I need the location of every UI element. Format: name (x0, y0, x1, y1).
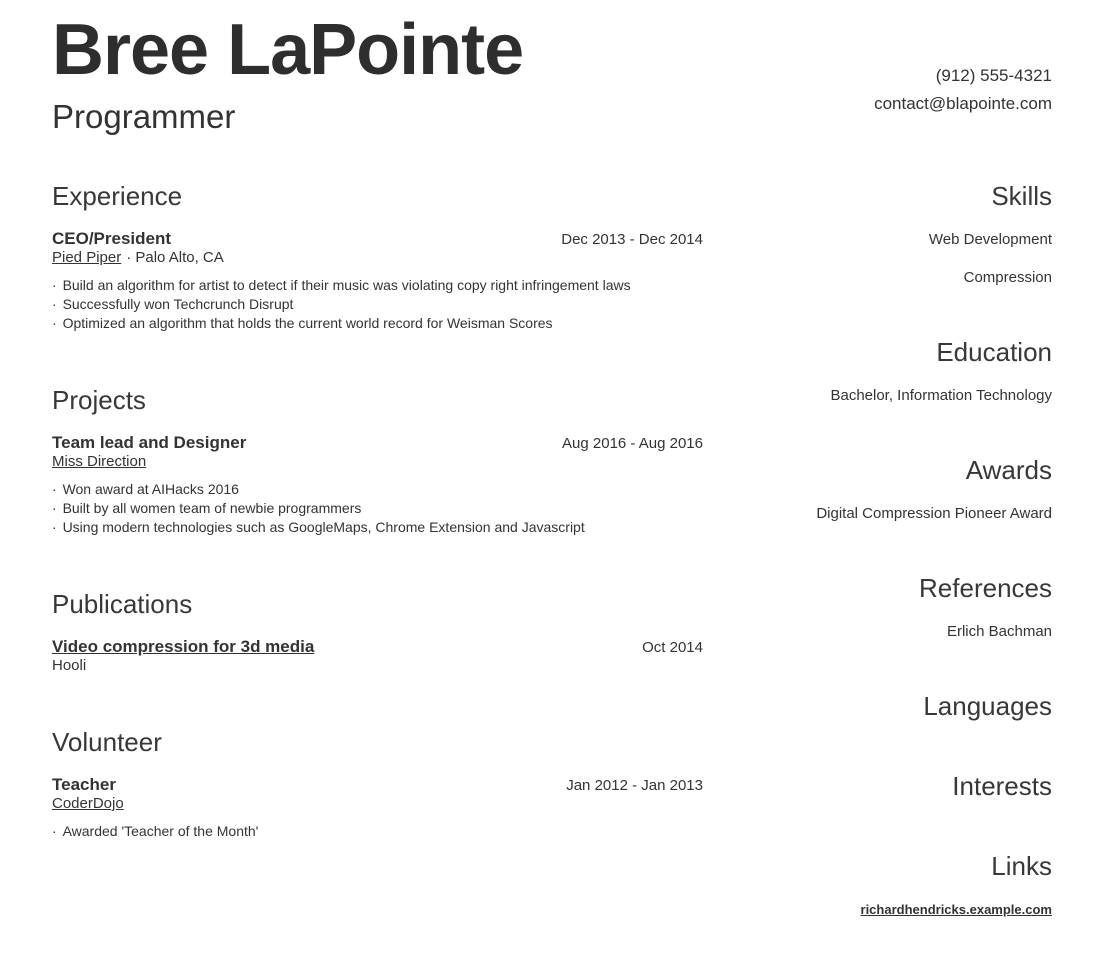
resume-section-publications (52, 589, 703, 675)
org-link[interactable]: Miss Direction (52, 453, 147, 470)
org-link[interactable]: CoderDojo (52, 795, 124, 812)
section-heading: Languages (923, 691, 1052, 721)
entry-date: Oct 2014 (642, 639, 703, 656)
bullet-item: · Built by all women team of newbie programmers (52, 499, 703, 518)
side-item-link[interactable]: richardhendricks.example.com (860, 902, 1052, 917)
org-link[interactable]: Pied Piper (52, 249, 122, 266)
entry-title: CEO/President (52, 229, 172, 248)
entry (52, 776, 703, 841)
resume-section-links (703, 851, 1052, 919)
resume-section-skills (703, 181, 1052, 287)
resume-job-title: Programmer (52, 98, 236, 135)
bullet-list (52, 480, 703, 537)
main-column (52, 134, 703, 919)
bullet-item: · Build an algorithm for artist to detect if their music was violating copy right infringement laws (52, 276, 703, 295)
resume-section-volunteer (52, 727, 703, 841)
resume-header (52, 10, 1052, 135)
entry-title-row (52, 434, 703, 453)
section-heading: Education (936, 337, 1052, 367)
entry-date: Jan 2012 - Jan 2013 (566, 777, 703, 794)
entry-subtitle (52, 453, 703, 471)
contact-block (874, 14, 1052, 118)
section-heading: Experience (52, 181, 183, 211)
entry-date: Aug 2016 - Aug 2016 (562, 435, 703, 452)
entry-date: Dec 2013 - Dec 2014 (561, 231, 703, 248)
section-heading: References (919, 573, 1052, 603)
side-item: Digital Compression Pioneer Award (816, 505, 1052, 522)
side-column (703, 134, 1052, 919)
section-heading: Links (991, 851, 1052, 881)
org-name: Hooli (52, 657, 87, 674)
resume-name: Bree LaPointe (52, 10, 524, 90)
header-identity (52, 10, 524, 135)
resume-section-projects (52, 385, 703, 537)
entry-subtitle (52, 249, 703, 267)
entry-subtitle (52, 795, 703, 813)
resume-section-awards (703, 455, 1052, 523)
section-heading: Awards (965, 455, 1052, 485)
section-heading: Publications (52, 589, 193, 619)
entry-title-row (52, 776, 703, 795)
section-heading: Skills (991, 181, 1052, 211)
side-item: Compression (963, 269, 1052, 286)
entry-title-link[interactable]: Video compression for 3d media (52, 637, 315, 656)
section-heading: Projects (52, 385, 146, 415)
bullet-item: · Won award at AIHacks 2016 (52, 480, 703, 499)
side-item: Web Development (928, 231, 1052, 248)
bullet-item: · Using modern technologies such as GoogleMaps, Chrome Extension and Javascript (52, 518, 703, 537)
resume-section-interests (703, 771, 1052, 801)
entry (52, 230, 703, 333)
entry-title: Teacher (52, 775, 116, 794)
bullet-item: · Awarded 'Teacher of the Month' (52, 822, 703, 841)
bullet-item: · Optimized an algorithm that holds the current world record for Weisman Scores (52, 314, 703, 333)
resume-columns (52, 134, 1052, 919)
section-heading: Interests (952, 771, 1052, 801)
bullet-list (52, 276, 703, 333)
side-item: Erlich Bachman (946, 623, 1052, 640)
side-item: Bachelor, Information Technology (830, 387, 1052, 404)
resume-section-experience (52, 181, 703, 333)
section-heading: Volunteer (52, 727, 162, 757)
entry (52, 434, 703, 537)
entry-subtitle (52, 657, 703, 675)
email-address: contact@blapointe.com (874, 94, 1052, 113)
entry-title: Team lead and Designer (52, 433, 247, 452)
resume-section-languages (703, 691, 1052, 721)
bullet-item: · Successfully won Techcrunch Disrupt (52, 295, 703, 314)
resume-section-references (703, 573, 1052, 641)
entry (52, 638, 703, 675)
bullet-list (52, 822, 703, 841)
org-location: · Palo Alto, CA (126, 249, 224, 266)
entry-title-row (52, 638, 703, 657)
phone-number: (912) 555-4321 (935, 66, 1052, 85)
entry-title-row (52, 230, 703, 249)
resume-section-education (703, 337, 1052, 405)
